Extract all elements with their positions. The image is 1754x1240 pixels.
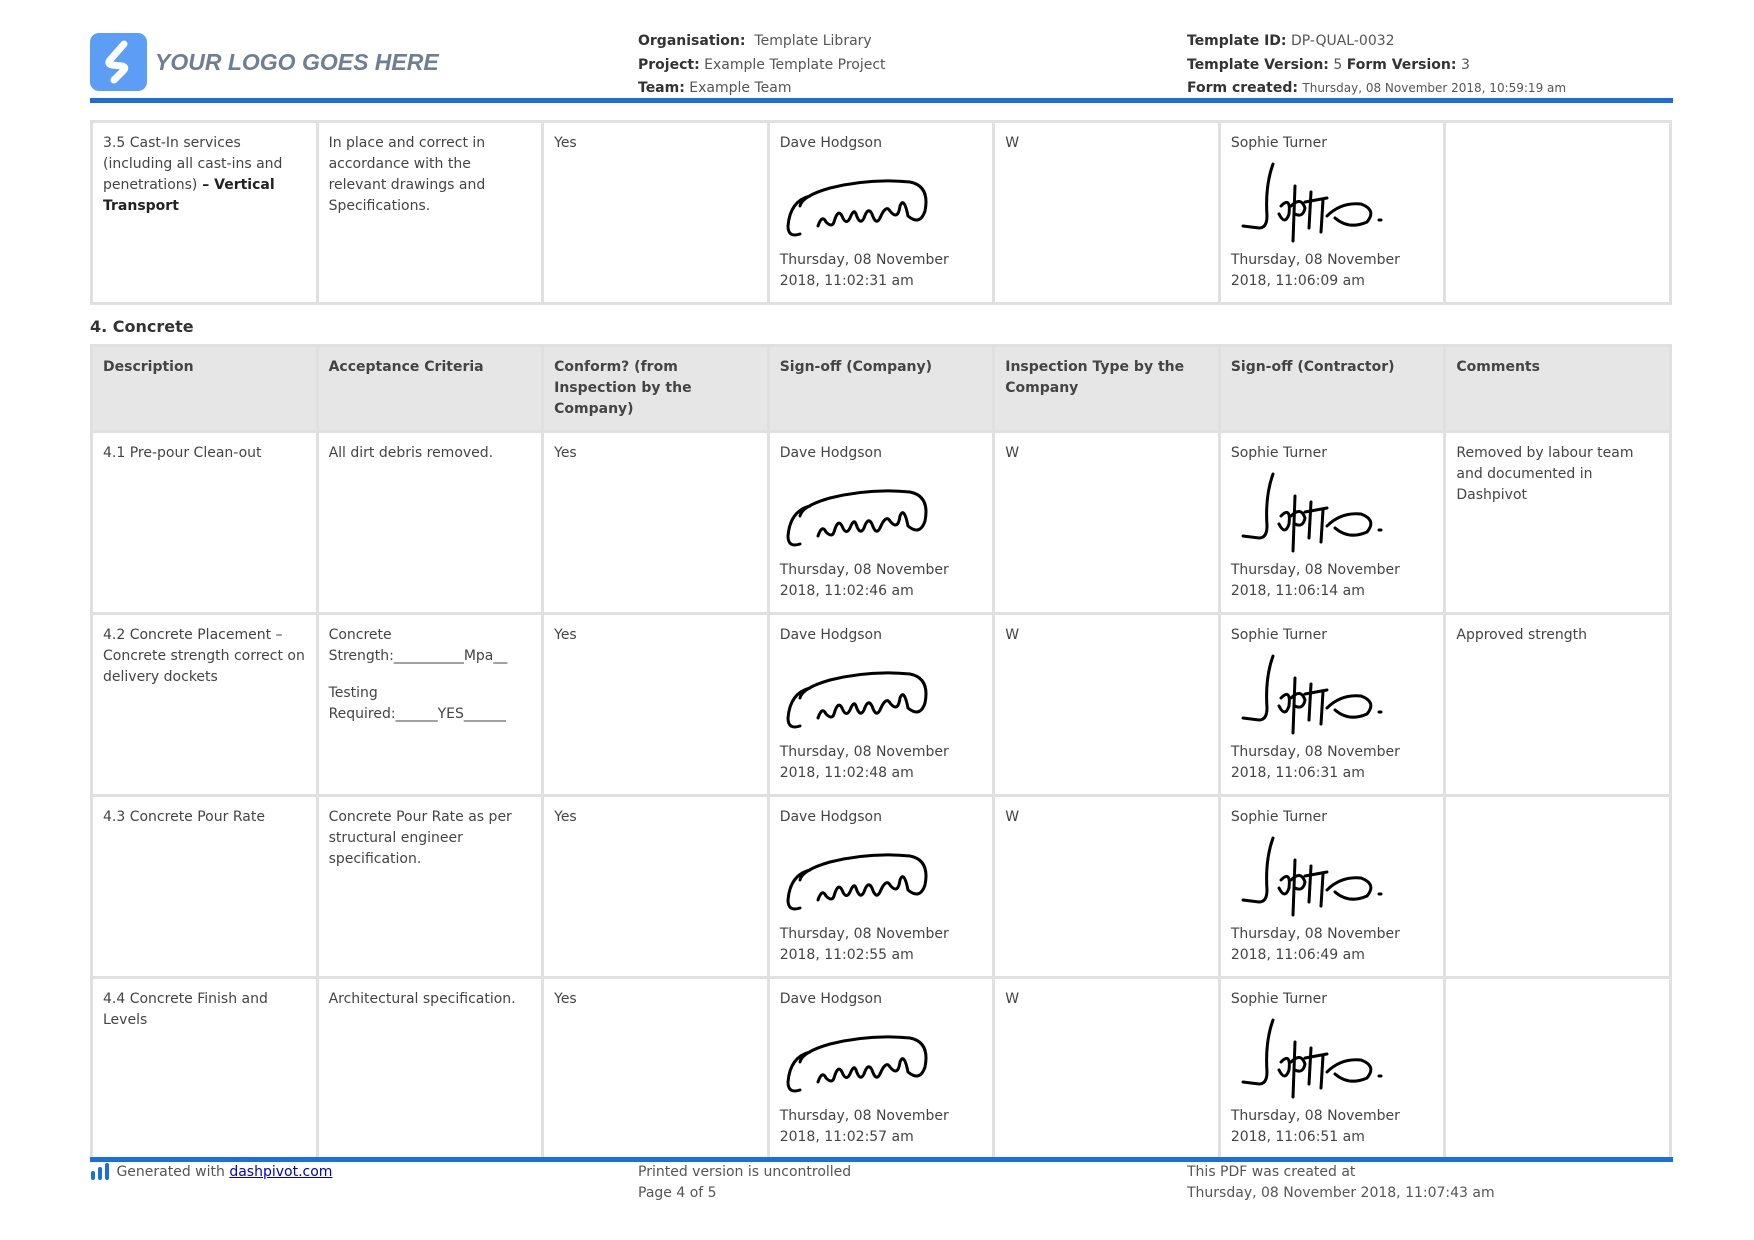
team-label: Team:	[638, 80, 685, 96]
template-id-value: DP-QUAL-0032	[1290, 33, 1395, 49]
generated-text: Generated with	[116, 1164, 230, 1180]
contractor-signature	[1231, 830, 1391, 920]
contractor-signoff-cell: Sophie Turner Thursday, 08 November 2018, 11:06:51 am	[1219, 978, 1445, 1160]
logo-text: YOUR LOGO GOES HERE	[155, 48, 439, 75]
table-row	[92, 978, 1671, 1160]
table-row	[92, 122, 1671, 304]
contractor-signoff-cell: Sophie Turner Thursday, 08 November 2018, 11:06:49 am	[1219, 796, 1445, 978]
column-header: Comments	[1445, 346, 1671, 432]
inspection-type-cell: W	[994, 796, 1220, 978]
company-signoff-cell: Dave Hodgson Thursday, 08 November 2018, 11:02:55 am	[768, 796, 994, 978]
criteria-cell: Architectural specification.	[317, 978, 543, 1160]
contractor-signature	[1231, 156, 1391, 246]
conform-cell: Yes	[543, 614, 769, 796]
contractor-signoff-cell: Sophie Turner Thursday, 08 November 2018, 11:06:09 am	[1219, 122, 1445, 304]
company-signature	[780, 1012, 940, 1102]
company-signoff-cell: Dave Hodgson Thursday, 08 November 2018, 11:02:48 am	[768, 614, 994, 796]
company-signoff-cell: Dave Hodgson Thursday, 08 November 2018, 11:02:46 am	[768, 432, 994, 614]
table-row	[92, 432, 1671, 614]
company-signoff-cell: Dave Hodgson Thursday, 08 November 2018, 11:02:57 am	[768, 978, 994, 1160]
inspection-type-cell: W	[994, 614, 1220, 796]
contractor-signature	[1231, 648, 1391, 738]
form-created-label: Form created:	[1187, 80, 1298, 96]
column-header: Inspection Type by the Company	[994, 346, 1220, 432]
company-signature	[780, 466, 940, 556]
conform-cell: Yes	[543, 122, 769, 304]
column-header: Sign-off (Contractor)	[1219, 346, 1445, 432]
footer-print-info	[638, 1162, 851, 1204]
logo-icon	[90, 33, 147, 91]
footer-pdf-info	[1187, 1162, 1495, 1204]
inspection-type-cell: W	[994, 978, 1220, 1160]
column-header: Acceptance Criteria	[317, 346, 543, 432]
description-cell: 4.1 Pre-pour Clean-out	[92, 432, 318, 614]
pdf-created-value: Thursday, 08 November 2018, 11:07:43 am	[1187, 1185, 1495, 1201]
dashpivot-icon	[90, 1164, 112, 1180]
description-cell: 4.3 Concrete Pour Rate	[92, 796, 318, 978]
section-title: 4. Concrete	[90, 317, 194, 336]
pdf-created-label: This PDF was created at	[1187, 1164, 1356, 1180]
criteria-cell: In place and correct in accordance with the relevant drawings and Specifications.	[317, 122, 543, 304]
column-header: Description	[92, 346, 318, 432]
conform-cell: Yes	[543, 432, 769, 614]
description-cell: 4.2 Concrete Placement – Concrete strength correct on delivery dockets	[92, 614, 318, 796]
criteria-cell: Concrete Strength:__________Mpa__ Testing Required:______YES______	[317, 614, 543, 796]
project-label: Project:	[638, 56, 700, 73]
team-value: Example Team	[689, 80, 792, 96]
form-created-value: Thursday, 08 November 2018, 10:59:19 am	[1302, 81, 1567, 95]
form-version-label: Form Version:	[1346, 56, 1457, 73]
criteria-cell: All dirt debris removed.	[317, 432, 543, 614]
template-id-label: Template ID:	[1187, 33, 1287, 49]
prev-section-table	[90, 120, 1672, 305]
company-signature	[780, 830, 940, 920]
company-signature	[780, 648, 940, 738]
organisation-value: Template Library	[754, 33, 872, 49]
company-signature	[780, 156, 940, 246]
project-value: Example Template Project	[704, 56, 886, 73]
template-meta	[1187, 30, 1566, 101]
column-header: Sign-off (Company)	[768, 346, 994, 432]
contractor-signature	[1231, 466, 1391, 556]
criteria-cell: Concrete Pour Rate as per structural engineer specification.	[317, 796, 543, 978]
column-header: Conform? (from Inspection by the Company)	[543, 346, 769, 432]
inspection-type-cell: W	[994, 122, 1220, 304]
organisation-label: Organisation:	[638, 33, 746, 49]
page-number: Page 4 of 5	[638, 1185, 717, 1201]
inspection-type-cell: W	[994, 432, 1220, 614]
uncontrolled-note: Printed version is uncontrolled	[638, 1164, 852, 1180]
project-meta	[638, 30, 886, 101]
conform-cell: Yes	[543, 796, 769, 978]
page-header	[90, 30, 1673, 100]
conform-cell: Yes	[543, 978, 769, 1160]
description-cell: 4.4 Concrete Finish and Levels	[92, 978, 318, 1160]
company-signoff-cell: Dave Hodgson Thursday, 08 November 2018, 11:02:31 am	[768, 122, 994, 304]
table-row	[92, 614, 1671, 796]
contractor-signature	[1231, 1012, 1391, 1102]
comments-cell: Approved strength	[1445, 614, 1671, 796]
table-row	[92, 796, 1671, 978]
description-cell: 3.5 Cast-In services (including all cast-ins and penetrations) – Vertical Transport	[92, 122, 318, 304]
contractor-signoff-cell: Sophie Turner Thursday, 08 November 2018, 11:06:14 am	[1219, 432, 1445, 614]
template-version-label: Template Version:	[1187, 56, 1329, 73]
header-divider	[90, 98, 1673, 103]
dashpivot-link[interactable]: dashpivot.com	[229, 1164, 333, 1180]
comments-cell	[1445, 978, 1671, 1160]
form-version-value: 3	[1460, 56, 1470, 73]
comments-cell: Removed by labour team and documented in Dashpivot	[1445, 432, 1671, 614]
logo	[90, 33, 439, 91]
comments-cell	[1445, 796, 1671, 978]
contractor-signoff-cell: Sophie Turner Thursday, 08 November 2018, 11:06:31 am	[1219, 614, 1445, 796]
footer-generated	[90, 1162, 332, 1183]
comments-cell	[1445, 122, 1671, 304]
template-version-value: 5	[1333, 56, 1343, 73]
concrete-table	[90, 344, 1672, 1161]
table-header-row	[92, 346, 1671, 432]
